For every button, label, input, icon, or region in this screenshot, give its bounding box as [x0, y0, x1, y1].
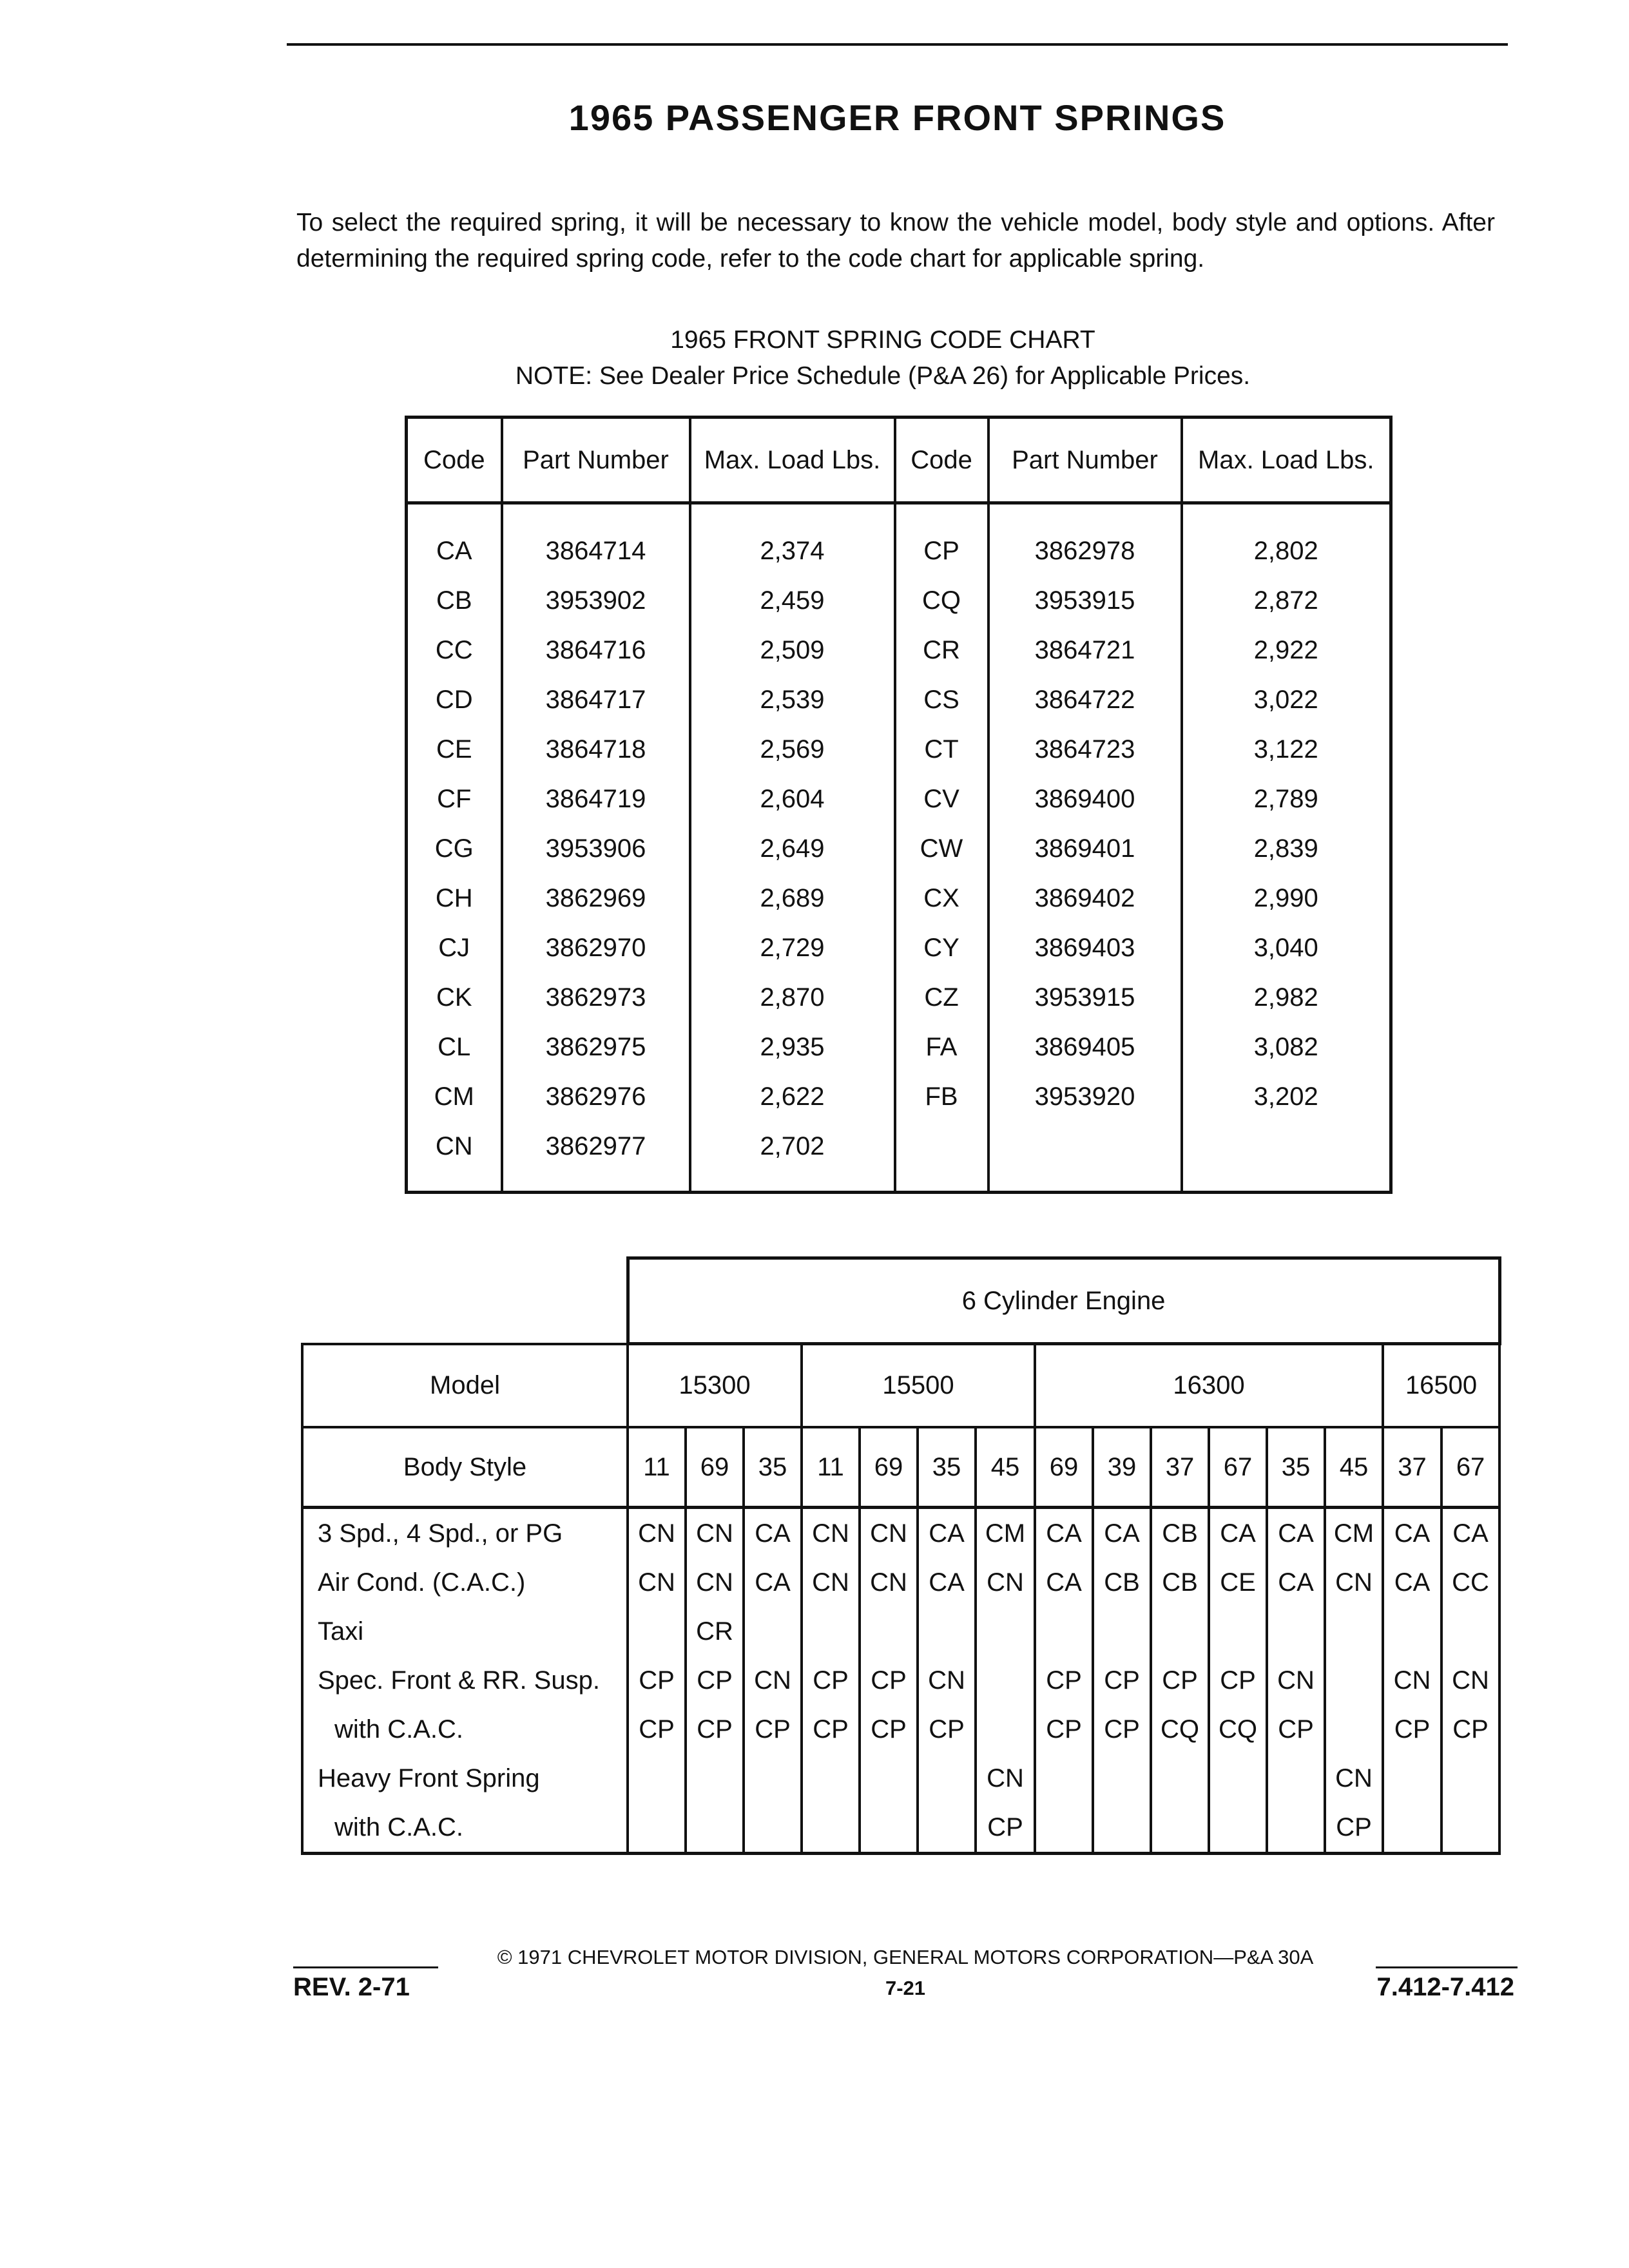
part-number-cell: 3864718 [502, 725, 690, 774]
max-load-cell: 2,922 [1182, 626, 1391, 675]
section-number: 7.412-7.412 [1376, 1973, 1514, 2001]
option-row [302, 1558, 1499, 1607]
part-number-cell: 3862969 [502, 874, 690, 923]
spring-code-cell [1325, 1607, 1383, 1656]
spring-code-cell: CA [1267, 1508, 1325, 1559]
max-load-cell: 2,374 [690, 503, 895, 577]
spring-code-cell [860, 1803, 918, 1854]
table-row [407, 503, 1391, 577]
max-load-cell: 2,649 [690, 824, 895, 874]
code-chart-body [407, 503, 1391, 1193]
part-number-cell: 3869400 [988, 774, 1182, 824]
body-style-cell: 35 [918, 1427, 976, 1508]
spring-code-cell: CN [1441, 1656, 1499, 1705]
body-style-cell: 69 [860, 1427, 918, 1508]
table-row [407, 1072, 1391, 1122]
table-row [407, 675, 1391, 725]
spring-code-cell [802, 1803, 860, 1854]
code-cell: CC [435, 636, 473, 664]
spring-code-cell: CP [1093, 1705, 1151, 1754]
code-cell: CX [895, 874, 988, 923]
part-number-cell: 3869403 [988, 923, 1182, 973]
spring-code-cell [1035, 1803, 1093, 1854]
spring-code-cell [1151, 1754, 1209, 1803]
spring-code-cell [1035, 1754, 1093, 1803]
code-chart-title: 1965 FRONT SPRING CODE CHART [670, 326, 1095, 354]
spring-code-cell: CN [1383, 1656, 1441, 1705]
footer-copyright: © 1971 CHEVROLET MOTOR DIVISION, GENERAL MOTORS CORPORATION—P&A 30A [497, 1946, 1314, 1968]
spring-code-cell: CP [976, 1803, 1035, 1854]
code-cell: CA [436, 537, 472, 565]
spring-code-cell [1325, 1656, 1383, 1705]
spring-code-cell [1267, 1754, 1325, 1803]
max-load-cell: 2,459 [690, 576, 895, 626]
body-style-cell: 11 [802, 1427, 860, 1508]
part-number-cell: 3869405 [988, 1023, 1182, 1072]
code-cell: FA [895, 1023, 988, 1072]
spring-code-cell [744, 1803, 802, 1854]
max-load-cell: 2,539 [690, 675, 895, 725]
spring-code-cell: CN [918, 1656, 976, 1705]
option-label: 3 Spd., 4 Spd., or PG [302, 1508, 628, 1559]
spring-code-cell [918, 1803, 976, 1854]
part-number-cell: 3869401 [988, 824, 1182, 874]
part-number-cell: 3864719 [502, 774, 690, 824]
table-row [407, 725, 1391, 774]
spring-code-cell: CE [1209, 1558, 1267, 1607]
spring-code-cell: CN [860, 1558, 918, 1607]
spring-code-cell: CB [1093, 1558, 1151, 1607]
code-cell [895, 1122, 988, 1193]
spring-code-chart [405, 416, 1393, 1194]
spring-code-cell: CP [1151, 1656, 1209, 1705]
body-style-cell: 35 [744, 1427, 802, 1508]
spring-code-cell: CA [1093, 1508, 1151, 1559]
max-load-cell: 2,622 [690, 1072, 895, 1122]
code-cell: CF [437, 785, 472, 813]
code-cell: CY [895, 923, 988, 973]
footer-rule-right [1376, 1966, 1518, 1968]
spring-code-cell: CA [744, 1508, 802, 1559]
model-row [302, 1344, 1499, 1428]
six-cylinder-spring-matrix [301, 1256, 1501, 1855]
code-cell: CS [895, 675, 988, 725]
spring-code-cell: CP [1267, 1705, 1325, 1754]
spring-code-cell: CP [860, 1705, 918, 1754]
spring-code-cell [1093, 1803, 1151, 1854]
spring-code-cell: CN [744, 1656, 802, 1705]
option-label: Taxi [302, 1607, 628, 1656]
spring-code-cell [1441, 1754, 1499, 1803]
part-number-cell: 3862973 [502, 973, 690, 1023]
part-number-cell: 3864722 [988, 675, 1182, 725]
code-cell: CK [436, 983, 472, 1012]
part-number-cell: 3869402 [988, 874, 1182, 923]
part-number-cell: 3953920 [988, 1072, 1182, 1122]
intro-paragraph: To select the required spring, it will be necessary to know the vehicle model, body style and options. After determining the required spring code, refer to the code chart for applicable spring. [296, 209, 1495, 273]
spring-code-cell: CA [1035, 1508, 1093, 1559]
code-cell: CV [895, 774, 988, 824]
body-style-cell: 45 [1325, 1427, 1383, 1508]
spring-code-cell: CN [1325, 1754, 1383, 1803]
spring-code-cell: CA [744, 1558, 802, 1607]
code-cell: CT [895, 725, 988, 774]
max-load-cell [1182, 1122, 1391, 1193]
column-header: Max. Load Lbs. [1182, 418, 1391, 503]
option-row [302, 1508, 1499, 1559]
code-cell: FB [895, 1072, 988, 1122]
spring-code-cell [686, 1754, 744, 1803]
part-number-cell: 3864716 [502, 626, 690, 675]
max-load-cell: 2,872 [1182, 576, 1391, 626]
max-load-cell: 2,689 [690, 874, 895, 923]
table-row [407, 1122, 1391, 1193]
part-number-cell: 3864717 [502, 675, 690, 725]
spring-code-cell: CP [1383, 1705, 1441, 1754]
spring-code-cell [918, 1607, 976, 1656]
table-row [407, 874, 1391, 923]
spring-code-cell: CA [918, 1558, 976, 1607]
spring-code-cell: CP [860, 1656, 918, 1705]
spring-code-cell [1093, 1754, 1151, 1803]
spring-code-cell: CN [802, 1558, 860, 1607]
spring-code-cell: CP [1035, 1656, 1093, 1705]
max-load-cell: 3,202 [1182, 1072, 1391, 1122]
spring-code-cell: CP [1325, 1803, 1383, 1854]
option-label: Spec. Front & RR. Susp. [302, 1656, 628, 1705]
spring-code-cell [1209, 1803, 1267, 1854]
page-title: 1965 PASSENGER FRONT SPRINGS [568, 97, 1226, 138]
code-cell: CG [434, 834, 474, 863]
spring-code-cell [1035, 1607, 1093, 1656]
spring-code-cell [976, 1656, 1035, 1705]
max-load-cell: 2,990 [1182, 874, 1391, 923]
column-header: Max. Load Lbs. [690, 418, 895, 503]
spring-code-cell [802, 1607, 860, 1656]
option-row [302, 1803, 1499, 1854]
part-number-cell [988, 1122, 1182, 1193]
spring-code-cell: CP [802, 1656, 860, 1705]
spring-code-cell: CN [860, 1508, 918, 1559]
spring-code-cell [1209, 1607, 1267, 1656]
spring-code-cell [1383, 1803, 1441, 1854]
table-row [407, 774, 1391, 824]
code-chart-caption [400, 322, 1366, 394]
spring-code-cell [744, 1754, 802, 1803]
spring-code-cell: CP [918, 1705, 976, 1754]
spring-code-cell [1383, 1607, 1441, 1656]
spring-code-cell: CA [1267, 1558, 1325, 1607]
code-cell: CH [435, 884, 473, 912]
spring-code-cell: CM [1325, 1508, 1383, 1559]
spring-code-cell [1325, 1705, 1383, 1754]
engine-header: 6 Cylinder Engine [628, 1258, 1499, 1344]
column-header: Part Number [988, 418, 1182, 503]
spring-code-cell [1441, 1607, 1499, 1656]
spring-code-cell [802, 1754, 860, 1803]
option-row [302, 1656, 1499, 1705]
max-load-cell: 2,702 [690, 1122, 895, 1193]
code-cell: CJ [438, 934, 470, 962]
spring-code-cell [976, 1607, 1035, 1656]
code-cell: CD [435, 686, 473, 714]
column-header: Code [407, 418, 502, 503]
body-style-cell: 67 [1209, 1427, 1267, 1508]
code-cell: CM [434, 1082, 474, 1111]
spring-code-cell: CQ [1209, 1705, 1267, 1754]
spring-code-cell: CP [1209, 1656, 1267, 1705]
option-row [302, 1754, 1499, 1803]
model-number-cell: 16300 [1035, 1344, 1383, 1428]
page-number: 7-21 [885, 1977, 926, 1999]
spring-code-cell: CN [1325, 1558, 1383, 1607]
spring-code-cell: CM [976, 1508, 1035, 1559]
spring-code-cell: CB [1151, 1508, 1209, 1559]
part-number-cell: 3864714 [502, 503, 690, 577]
spring-code-cell [744, 1607, 802, 1656]
spring-code-cell [1151, 1803, 1209, 1854]
spring-code-cell: CP [686, 1705, 744, 1754]
spring-code-cell: CA [1035, 1558, 1093, 1607]
spring-code-cell: CA [1383, 1558, 1441, 1607]
body-style-cell: 39 [1093, 1427, 1151, 1508]
body-style-cell: 69 [1035, 1427, 1093, 1508]
max-load-cell: 2,839 [1182, 824, 1391, 874]
spring-code-cell: CC [1441, 1558, 1499, 1607]
spring-code-cell: CP [1093, 1656, 1151, 1705]
max-load-cell: 2,982 [1182, 973, 1391, 1023]
part-number-cell: 3862976 [502, 1072, 690, 1122]
part-number-cell: 3862970 [502, 923, 690, 973]
part-number-cell: 3953902 [502, 576, 690, 626]
part-number-cell: 3862977 [502, 1122, 690, 1193]
spring-code-cell [1441, 1803, 1499, 1854]
spring-code-cell: CQ [1151, 1705, 1209, 1754]
body-style-cell: 69 [686, 1427, 744, 1508]
body-style-label: Body Style [302, 1427, 628, 1508]
spring-code-cell: CA [918, 1508, 976, 1559]
option-label: Air Cond. (C.A.C.) [302, 1558, 628, 1607]
spring-code-cell: CP [1441, 1705, 1499, 1754]
spring-code-cell: CN [686, 1508, 744, 1559]
part-number-cell: 3953915 [988, 973, 1182, 1023]
spring-code-cell [860, 1754, 918, 1803]
max-load-cell: 2,870 [690, 973, 895, 1023]
spring-code-cell [628, 1607, 686, 1656]
body-style-cell: 67 [1441, 1427, 1499, 1508]
table-row [407, 576, 1391, 626]
code-cell: CB [436, 586, 472, 615]
spring-code-cell: CN [628, 1558, 686, 1607]
option-row [302, 1705, 1499, 1754]
option-rows [302, 1508, 1499, 1854]
spring-code-cell [1209, 1754, 1267, 1803]
max-load-cell: 2,802 [1182, 503, 1391, 577]
spring-code-cell: CN [802, 1508, 860, 1559]
spring-code-cell: CP [1035, 1705, 1093, 1754]
spring-code-cell [1151, 1607, 1209, 1656]
spring-code-cell: CA [1441, 1508, 1499, 1559]
table-row [407, 824, 1391, 874]
revision-label: REV. 2-71 [293, 1973, 410, 2001]
spring-code-cell: CP [802, 1705, 860, 1754]
part-number-cell: 3953906 [502, 824, 690, 874]
code-cell: CW [895, 824, 988, 874]
spring-code-cell [918, 1754, 976, 1803]
max-load-cell: 2,729 [690, 923, 895, 973]
code-chart-header-row [407, 418, 1391, 503]
top-rule [287, 43, 1508, 46]
part-number-cell: 3864723 [988, 725, 1182, 774]
code-cell: CL [438, 1033, 471, 1061]
spring-code-cell: CR [686, 1607, 744, 1656]
table-row [407, 973, 1391, 1023]
max-load-cell: 2,569 [690, 725, 895, 774]
option-row [302, 1607, 1499, 1656]
spring-code-cell [1267, 1607, 1325, 1656]
spring-code-cell: CP [686, 1656, 744, 1705]
spring-code-cell [1093, 1607, 1151, 1656]
spring-code-cell: CA [1209, 1508, 1267, 1559]
table-row [407, 1023, 1391, 1072]
spring-code-cell [628, 1754, 686, 1803]
spring-code-cell: CN [686, 1558, 744, 1607]
column-header: Code [895, 418, 988, 503]
model-label: Model [302, 1344, 628, 1428]
body-style-cell: 37 [1151, 1427, 1209, 1508]
body-style-cell: 35 [1267, 1427, 1325, 1508]
body-style-cell: 45 [976, 1427, 1035, 1508]
code-chart-note: NOTE: See Dealer Price Schedule (P&A 26) for Applicable Prices. [515, 362, 1251, 390]
max-load-cell: 3,040 [1182, 923, 1391, 973]
max-load-cell: 2,509 [690, 626, 895, 675]
option-label: Heavy Front Spring [302, 1754, 628, 1803]
spring-code-cell: CP [744, 1705, 802, 1754]
max-load-cell: 2,789 [1182, 774, 1391, 824]
blank-corner [302, 1258, 628, 1344]
code-cell: CN [435, 1132, 473, 1160]
spring-code-cell [1267, 1803, 1325, 1854]
part-number-cell: 3953915 [988, 576, 1182, 626]
table-row [407, 626, 1391, 675]
max-load-cell: 2,604 [690, 774, 895, 824]
max-load-cell: 3,022 [1182, 675, 1391, 725]
option-label: with C.A.C. [302, 1803, 628, 1854]
spring-code-cell: CN [628, 1508, 686, 1559]
column-header: Part Number [502, 418, 690, 503]
body-style-row [302, 1427, 1499, 1508]
option-label: with C.A.C. [302, 1705, 628, 1754]
max-load-cell: 3,122 [1182, 725, 1391, 774]
code-cell: CE [436, 735, 472, 764]
table-row [407, 923, 1391, 973]
spring-code-cell [976, 1705, 1035, 1754]
code-cell: CR [895, 626, 988, 675]
spring-code-cell: CN [1267, 1656, 1325, 1705]
max-load-cell: 3,082 [1182, 1023, 1391, 1072]
code-cell: CQ [895, 576, 988, 626]
body-style-cell: 37 [1383, 1427, 1441, 1508]
spring-code-cell: CN [976, 1558, 1035, 1607]
model-number-cell: 16500 [1383, 1344, 1499, 1428]
spring-code-cell: CP [628, 1705, 686, 1754]
spring-code-cell: CP [628, 1656, 686, 1705]
part-number-cell: 3862975 [502, 1023, 690, 1072]
part-number-cell: 3864721 [988, 626, 1182, 675]
spring-code-cell: CB [1151, 1558, 1209, 1607]
model-number-cell: 15500 [802, 1344, 1035, 1428]
code-cell: CP [895, 503, 988, 577]
max-load-cell: 2,935 [690, 1023, 895, 1072]
spring-code-cell [860, 1607, 918, 1656]
spring-code-cell [686, 1803, 744, 1854]
model-number-cell: 15300 [628, 1344, 802, 1428]
spring-code-cell: CN [976, 1754, 1035, 1803]
spring-code-cell [1383, 1754, 1441, 1803]
body-style-cell: 11 [628, 1427, 686, 1508]
code-cell: CZ [895, 973, 988, 1023]
spring-code-cell: CA [1383, 1508, 1441, 1559]
part-number-cell: 3862978 [988, 503, 1182, 577]
spring-code-cell [628, 1803, 686, 1854]
